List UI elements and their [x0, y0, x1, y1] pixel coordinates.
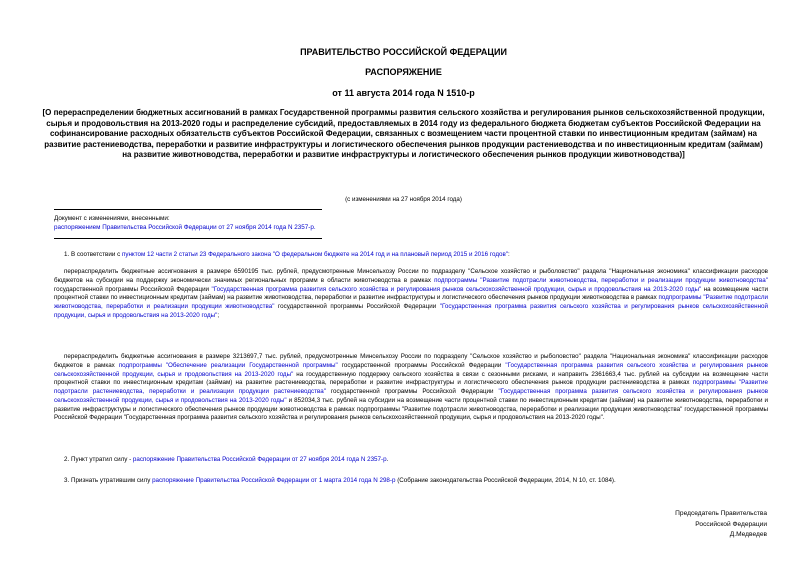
state-program-link-2[interactable]: "Государственная программа развития сельского хозяйства и регулирования рынков сельскохозяйственной продукции, сырья и продовольствия на 2013-2020 годы" — [54, 303, 769, 319]
paragraph-b-text-1: перераспределить бюджетные ассигнования в размере 3213697,7 тыс. рублей, предусмотренные Минсельхозу России по подразделу "Сельское хозяйство и рыболовство" раздела "Национальная экономика" классификации расходов бюджетов в рамках — [54, 353, 768, 369]
changes-label: Документ с изменениями, внесенными: — [54, 215, 170, 222]
paragraph-b — [54, 353, 768, 423]
paragraph-a-text-5: ; — [217, 311, 220, 319]
livestock-subprogram-link-2[interactable]: подпрограммы "Развитие подотрасли животноводства, переработки и реализации продукции животноводства" — [54, 294, 768, 310]
document-date-number: от 11 августа 2014 года N 1510-р — [332, 88, 475, 98]
item-1-text: 1. В соответствии с — [64, 251, 122, 258]
paragraph-b-text-4: государственной программы Российской Федерации — [325, 388, 499, 395]
document-type-heading: РАСПОРЯЖЕНИЕ — [365, 67, 442, 77]
support-subprogram-link[interactable]: подпрограммы "Обеспечение реализации Государственной программы" — [118, 361, 338, 369]
signature-name: Д.Медведев — [729, 531, 767, 538]
item-3-end: (Собрание законодательства Российской Федерации, 2014, N 10, ст. 1084). — [395, 477, 616, 484]
signature-organization: Российской Федерации — [695, 520, 767, 528]
changes-box — [54, 214, 344, 232]
item-2 — [54, 456, 768, 465]
paragraph-a-text-3: на возмещение части процентной ставки по инвестиционным кредитам (займам) на развитие животноводства, переработки и развитие инфраструктуры и логистического обеспечения рынков продукции животноводства в рамках — [54, 285, 769, 302]
repeal-order-link[interactable]: распоряжение Правительства Российской Федерации от 27 ноября 2014 года N 2357-р — [132, 456, 387, 463]
divider-top — [54, 209, 322, 210]
item-3 — [54, 477, 768, 486]
signature-block — [675, 509, 767, 541]
paragraph-a-text-4: государственной программы Российской Федерации — [274, 303, 440, 310]
item-2-end: . — [386, 456, 389, 463]
divider-bottom — [54, 238, 322, 239]
signature-position: Председатель Правительства — [675, 510, 767, 517]
item-3-text: 3. Признать утратившим силу — [64, 477, 153, 484]
state-program-link[interactable]: "Государственная программа развития сельского хозяйства и регулирования рынков сельскохозяйственной продукции, сырья и продовольствия на 2013-2020 годы" — [211, 285, 702, 293]
paragraph-a — [54, 268, 768, 321]
state-program-link-3[interactable]: "Государственная программа развития сельского хозяйства и регулирования рынков сельскохозяйственной продукции, сырья и продовольствия на 2013-2020 годы" — [54, 361, 768, 378]
changes-link[interactable]: распоряжением Правительства Российской Федерации от 27 ноября 2014 года N 2357-р. — [54, 224, 316, 231]
document-title: [О перераспределении бюджетных ассигнований в рамках Государственной программы развития сельского хозяйства и регулирования рынков сельскохозяйственной продукции, сырья и продовольствия на 2013-2020 годы и распределение субсидий, предоставляемых в 2014 году из федерального бюджета бюджетам субъектов Российской Федерации на софинансирование расходных обязательств субъектов Российской Федерации, связанных с возмещением части процентной ставки по инвестиционным кредитам (займам) на развитие растениеводства, переработки и развитие инфраструктуры и логистического обеспечения рынков продукции растениеводства и по инвестиционным кредитам (займам) на развитие животноводства, переработки и развитие инфраструктуры и логистического обеспечения рынков продукции животноводства)] — [42, 108, 765, 160]
invalidated-order-link[interactable]: распоряжение Правительства Российской Федерации от 1 марта 2014 года N 298-р — [152, 477, 396, 484]
item-1 — [54, 251, 768, 260]
crop-subprogram-link[interactable]: подпрограммы "Развитие подотрасли растениеводства, переработки и реализации продукции растениеводства" — [54, 379, 768, 395]
paragraph-b-text-5: и 852034,3 тыс. рублей на субсидии на возмещение части процентной ставки по инвестиционным кредитам (займам) на развитие животноводства, переработки и развитие инфраструктуры и логистического обеспечения рынков продукции животноводства в рамках подпрограммы "Развитие подотрасли животноводства, переработки и реализации продукции животноводства" государственной программы Российской Федерации "Государственная программа развития сельского хозяйства и регулирования рынков сельскохозяйственной продукции, сырья и продовольствия на 2013-2020 годы". — [54, 396, 768, 422]
paragraph-b-text-3: на государственную поддержку сельского хозяйства в связи с сезонными рисками, и направить 2361663,4 тыс. рублей на субсидии на возмещение части процентной ставки по инвестиционным кредитам (займам) на развитие растениеводства, переработки и развитие инфраструктуры и логистического обеспечения рынков продукции растениеводства в рамках — [54, 370, 768, 387]
government-heading: ПРАВИТЕЛЬСТВО РОССИЙСКОЙ ФЕДЕРАЦИИ — [300, 47, 507, 57]
paragraph-a-text-2: государственной программы Российской Федерации — [54, 285, 212, 293]
federal-law-link[interactable]: пунктом 12 части 2 статьи 23 Федерального закона "О федеральном бюджете на 2014 год и на плановый период 2015 и 2016 годов" — [121, 251, 508, 258]
livestock-subprogram-link[interactable]: подпрограммы "Развитие подотрасли животноводства, переработки и реализации продукции животноводства" — [434, 276, 769, 284]
revision-note: (с изменениями на 27 ноября 2014 года) — [345, 196, 462, 203]
item-1-end: : — [507, 251, 510, 258]
state-program-link-4[interactable]: "Государственная программа развития сельского хозяйства и регулирования рынков сельскохозяйственной продукции, сырья и продовольствия на 2013-2020 годы" — [54, 388, 769, 404]
item-2-text: 2. Пункт утратил силу - — [64, 456, 133, 463]
paragraph-b-text-2: государственной программы Российской Федерации — [337, 361, 506, 369]
paragraph-a-text-1: перераспределить бюджетные ассигнования в размере 6590195 тыс. рублей, предусмотренные Минсельхозу России по подразделу "Сельское хозяйство и рыболовство" раздела "Национальная экономика" классификации расходов бюджетов на субсидии на поддержку экономически значимых региональных программ в области животноводства в рамках — [54, 268, 768, 284]
